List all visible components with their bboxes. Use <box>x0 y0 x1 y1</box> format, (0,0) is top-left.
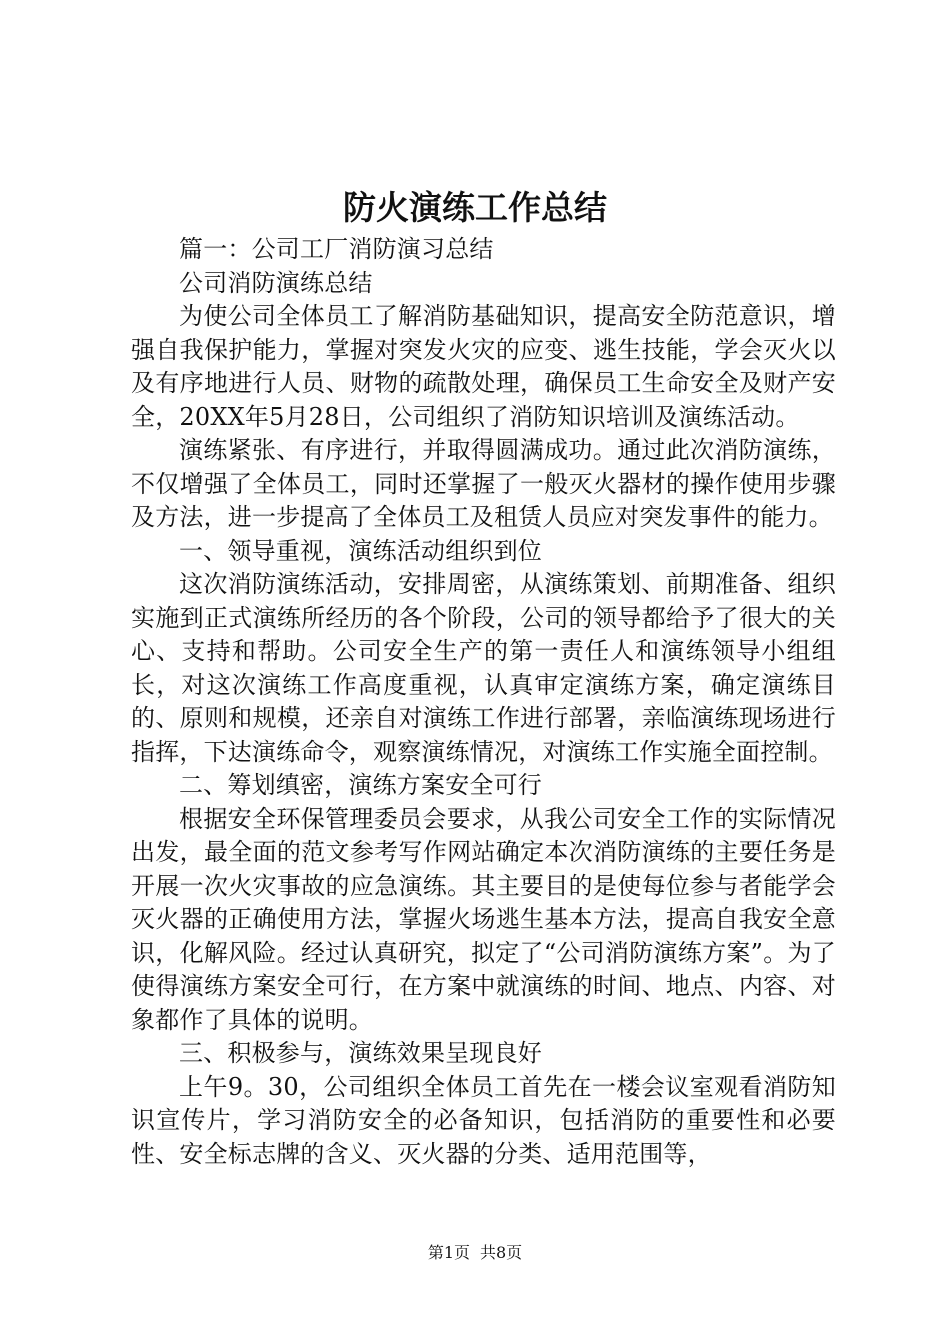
page-footer <box>0 1242 950 1264</box>
section-heading-2: 二、筹划缜密，演练方案安全可行 <box>179 771 542 799</box>
section-heading-part-one: 篇一：公司工厂消防演习总结 <box>179 235 494 263</box>
page-number: 第1页 <box>427 1243 470 1262</box>
paragraph-planning: 根据安全环保管理委员会要求，从我公司安全工作的实际情况出发，最全面的范文参考写作网站确定本次消防演练的主要任务是开展一次火灾事故的应急演练。其主要目的是使每位参与者能学会灭火器的正确使用方法，掌握火场逃生基本方法，提高自我安全意识，化解风险。经过认真研究，拟定了“公司消防演练方案”。为了使得演练方案安全可行，在方案中就演练的时间、地点、内容、对象都作了具体的说明。 <box>131 804 836 1034</box>
document-title: 防火演练工作总结 <box>343 188 607 227</box>
paragraph-intro: 为使公司全体员工了解消防基础知识，提高安全防范意识，增强自我保护能力，掌握对突发火灾的应变、逃生技能，学会灭火以及有序地进行人员、财物的疏散处理，确保员工生命安全及财产安全，20XX年5月28日，公司组织了消防知识培训及演练活动。 <box>131 302 836 431</box>
paragraph-result: 演练紧张、有序进行，并取得圆满成功。通过此次消防演练，不仅增强了全体员工，同时还掌握了一般灭火器材的操作使用步骤及方法，进一步提高了全体员工及租赁人员应对突发事件的能力。 <box>131 436 836 531</box>
subtitle: 公司消防演练总结 <box>179 268 373 297</box>
page-total: 共8页 <box>480 1243 523 1262</box>
document-body <box>131 233 836 1171</box>
section-heading-1: 一、领导重视，演练活动组织到位 <box>179 536 542 565</box>
paragraph-leadership: 这次消防演练活动，安排周密，从演练策划、前期准备、组织实施到正式演练所经历的各个阶段，公司的领导都给予了很大的关心、支持和帮助。公司安全生产的第一责任人和演练领导小组组长，对这次演练工作高度重视，认真审定演练方案，确定演练目的、原则和规模，还亲自对演练工作进行部署，亲临演练现场进行指挥，下达演练命令，观察演练情况，对演练工作实施全面控制。 <box>131 570 836 766</box>
section-heading-3: 三、积极参与，演练效果呈现良好 <box>179 1039 542 1067</box>
paragraph-participation: 上午9。30，公司组织全体员工首先在一楼会议室观看消防知识宣传片，学习消防安全的必备知识，包括消防的重要性和必要性、安全标志牌的含义、灭火器的分类、适用范围等， <box>131 1072 836 1168</box>
